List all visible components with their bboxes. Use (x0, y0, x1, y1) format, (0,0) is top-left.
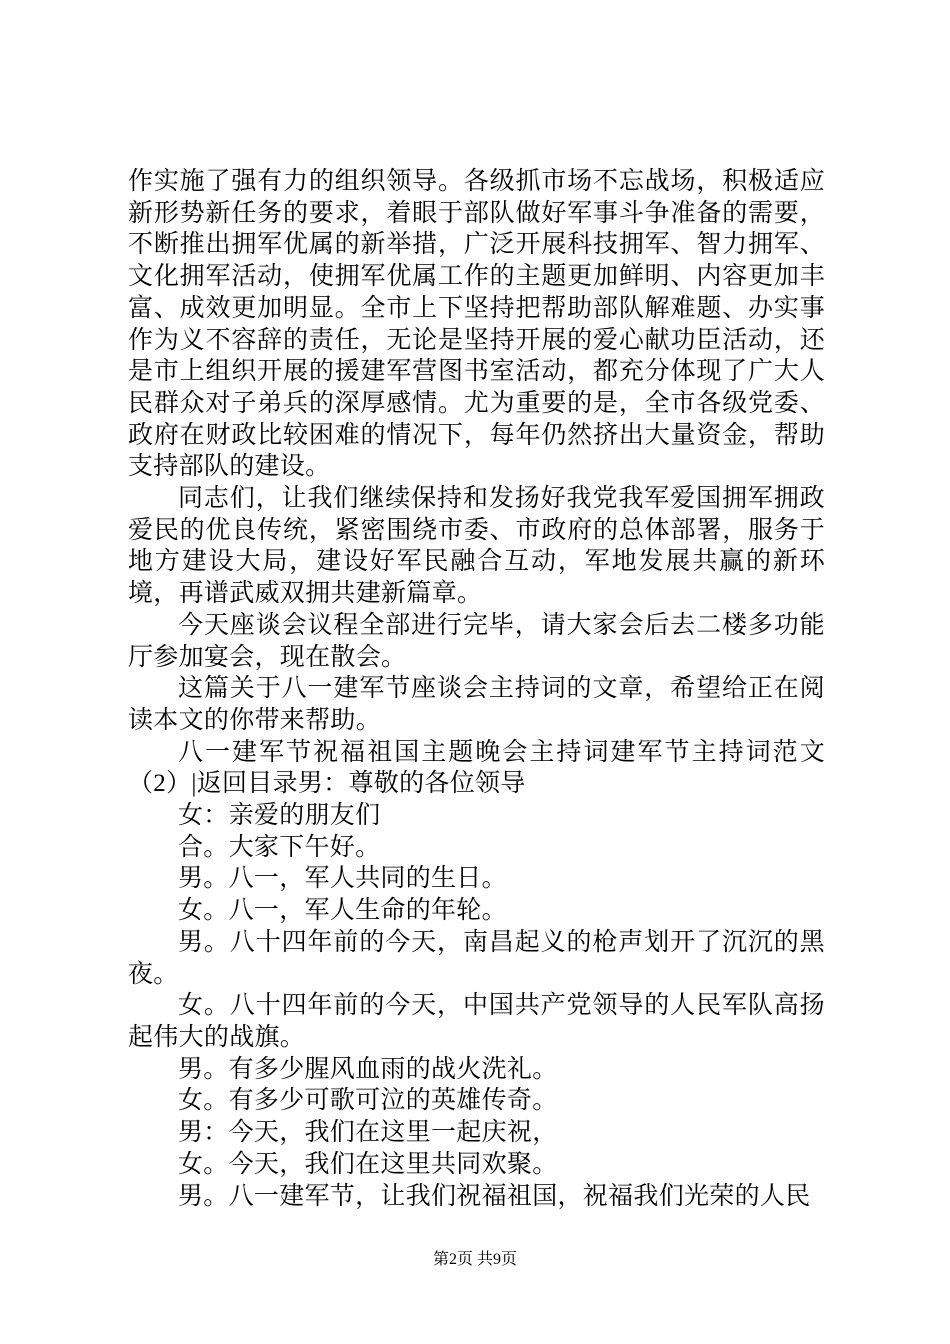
page-footer (0, 1246, 950, 1269)
dialogue-line: 男：今天，我们在这里一起庆祝， (178, 1119, 558, 1147)
dialogue-line: 女。今天，我们在这里共同欢聚。 (178, 1150, 558, 1178)
dialogue-line: 男。八一建军节，让我们祝福祖国，祝福我们光荣的人民 (178, 1182, 811, 1210)
document-body (128, 166, 825, 1212)
dialogue-line: 男。八一，军人共同的生日。 (178, 865, 507, 893)
dialogue-line: 女。八十四年前的今天，中国共产党领导的人民军队高扬起伟大的战旗。 (128, 992, 825, 1051)
paragraph-continuation: 作实施了强有力的组织领导。各级抓市场不忘战场，积极适应新形势新任务的要求，着眼于部队做好军事斗争准备的需要，不断推出拥军优属的新举措，广泛开展科技拥军、智力拥军、文化拥军活动，使拥军优属工作的主题更加鲜明、内容更加丰富、成效更加明显。全市上下坚持把帮助部队解难题、办实事作为义不容辞的责任，无论是坚持开展的爱心献功臣活动，还是市上组织开展的援建军营图书室活动，都充分体现了广大人民群众对子弟兵的深厚感情。尤为重要的是，全市各级党委、政府在财政比较困难的情况下，每年仍然挤出大量资金，帮助支持部队的建设。 (128, 168, 825, 481)
dialogue-line: 女。有多少可歌可泣的英雄传奇。 (178, 1087, 558, 1115)
paragraph: 今天座谈会议程全部进行完毕，请大家会后去二楼多功能厅参加宴会，现在散会。 (128, 611, 825, 671)
dialogue-line: 女。八一，军人生命的年轮。 (178, 897, 507, 925)
paragraph: 同志们，让我们继续保持和发扬好我党我军爱国拥军拥政爱民的优良传统，紧密围绕市委、市政府的总体部署，服务于地方建设大局，建设好军民融合互动，军地发展共赢的新环境，再谱武威双拥共建新篇章。 (128, 485, 825, 608)
page-number-label: 第2页 共9页 (432, 1251, 517, 1268)
paragraph: 这篇关于八一建军节座谈会主持词的文章，希望给正在阅读本文的你带来帮助。 (128, 675, 825, 734)
dialogue-line: 女：亲爱的朋友们 (178, 802, 381, 830)
paragraph: 八一建军节祝福祖国主题晚会主持词建军节主持词范文（2）|返回目录男：尊敬的各位领导 (128, 738, 825, 798)
dialogue-line: 合。大家下午好。 (178, 833, 381, 861)
dialogue-line: 男。八十四年前的今天，南昌起义的枪声划开了沉沉的黑夜。 (128, 928, 825, 988)
dialogue-line: 男。有多少腥风血雨的战火洗礼。 (178, 1055, 558, 1083)
